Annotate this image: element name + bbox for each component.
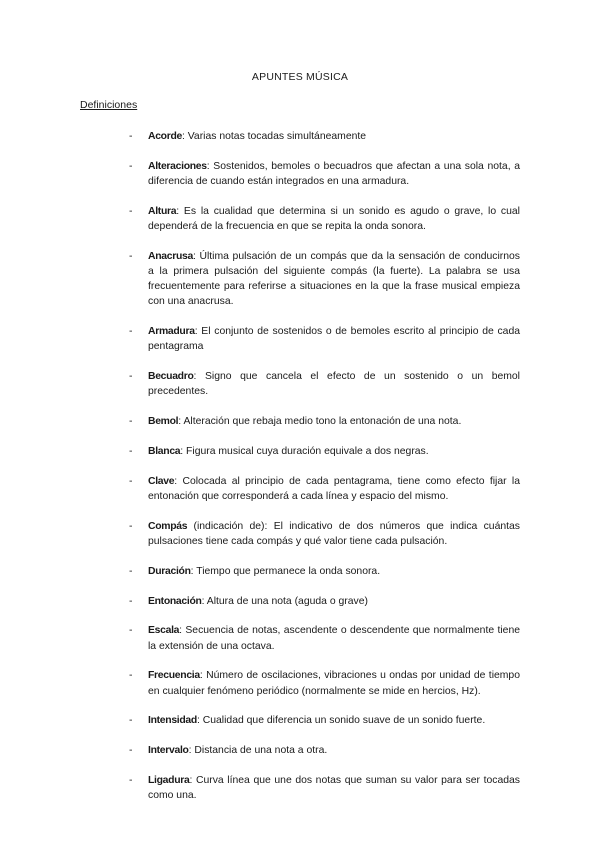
definition-text: : El conjunto de sostenidos o de bemoles escrito al principio de cada pentagrama (148, 326, 520, 353)
bullet-dash: - (129, 565, 133, 577)
definition-text: : Altura de una nota (aguda o grave) (201, 595, 368, 607)
definition-entry (0, 773, 600, 803)
bullet-dash: - (129, 446, 133, 457)
section-heading: Definiciones (80, 99, 138, 111)
bullet-dash: - (129, 625, 133, 637)
definition-entry (0, 564, 600, 579)
definition-text: : Sostenidos, bemoles o becuadros que afectan a una sola nota, a diferencia de cuando están integrados en una armadura. (148, 160, 520, 187)
definition-entry (0, 159, 600, 189)
bullet-dash: - (129, 595, 133, 607)
bullet-dash: - (129, 250, 133, 262)
definition-term: Blanca (148, 446, 181, 457)
bullet-dash: - (129, 131, 133, 142)
definition-text: : Distancia de una nota a otra. (188, 745, 328, 757)
definition-entry (0, 129, 600, 144)
bullet-dash: - (129, 520, 133, 532)
definition-entry (0, 743, 600, 758)
bullet-dash: - (129, 774, 133, 786)
bullet-dash: - (129, 416, 133, 428)
definition-entry (0, 369, 600, 399)
definition-term: Armadura (148, 326, 195, 338)
definition-entry (0, 249, 600, 310)
definition-entry (0, 623, 600, 653)
definition-entry (0, 414, 600, 429)
definition-entry (0, 474, 600, 504)
definition-text: : Es la cualidad que determina si un sonido es agudo o grave, lo cual dependerá de la frecuencia en que se repita la onda sonora. (148, 205, 520, 232)
definition-term: Clave (148, 475, 175, 487)
definition-term: Acorde (148, 131, 182, 142)
definition-text: : Curva línea que une dos notas que suman su valor para ser tocadas como una. (148, 774, 520, 802)
definition-term: Bemol (148, 416, 179, 428)
bullet-dash: - (129, 326, 133, 338)
definition-text: : Colocada al principio de cada pentagrama, tiene como efecto fijar la entonación que corresponderá a cada línea y espacio del mismo. (148, 475, 520, 502)
definition-term: Anacrusa (148, 250, 193, 262)
definition-entry (0, 444, 600, 459)
definition-entry (0, 594, 600, 609)
definition-text: : Alteración que rebaja medio tono la entonación de una nota. (178, 416, 462, 428)
definition-term: Ligadura (148, 774, 190, 786)
definition-term: Altura (148, 205, 177, 217)
definitions-list (0, 129, 600, 818)
bullet-dash: - (129, 745, 133, 757)
definition-entry (0, 519, 600, 549)
definition-term: Alteraciones (148, 160, 207, 172)
bullet-dash: - (129, 205, 133, 217)
definition-term: Escala (148, 625, 180, 637)
bullet-dash: - (129, 715, 133, 727)
definition-text: : Signo que cancela el efecto de un sostenido o un bemol precedentes. (148, 371, 520, 398)
definition-term: Compás (148, 520, 188, 532)
bullet-dash: - (129, 160, 133, 172)
definition-entry (0, 324, 600, 354)
definition-text: (indicación de): El indicativo de dos números que indica cuántas pulsaciones tiene cada compás y qué valor tiene cada pulsación. (148, 520, 520, 547)
bullet-dash: - (129, 475, 133, 487)
definition-text: : Figura musical cuya duración equivale a dos negras. (180, 446, 429, 457)
definition-term: Intervalo (148, 745, 189, 757)
definition-text: : Cualidad que diferencia un sonido suave de un sonido fuerte. (196, 715, 486, 727)
definition-term: Duración (148, 565, 191, 577)
definition-term: Becuadro (148, 371, 194, 383)
bullet-dash: - (129, 670, 133, 682)
definition-term: Frecuencia (148, 670, 200, 682)
definition-text: : Número de oscilaciones, vibraciones u ondas por unidad de tiempo en cualquier fenómeno periódico (normalmente se mide en hercios, Hz). (148, 670, 520, 697)
definition-text: : Última pulsación de un compás que da la sensación de conducirnos a la primera pulsación del siguiente compás (la fuerte). La palabra se usa frecuentemente para referirse a situaciones en la que la frase musical empieza con una anacrusa. (148, 250, 520, 308)
document-title: APUNTES MÚSICA (251, 71, 349, 83)
definition-entry (0, 204, 600, 234)
definition-text: : Secuencia de notas, ascendente o descendente que normalmente tiene la extensión de una octava. (148, 625, 520, 652)
definition-entry (0, 713, 600, 728)
definition-entry (0, 668, 600, 698)
definition-text: : Tiempo que permanece la onda sonora. (190, 565, 381, 577)
definition-term: Intensidad (148, 715, 197, 727)
definition-term: Entonación (148, 595, 202, 607)
bullet-dash: - (129, 371, 133, 383)
definition-text: : Varias notas tocadas simultáneamente (182, 131, 367, 142)
